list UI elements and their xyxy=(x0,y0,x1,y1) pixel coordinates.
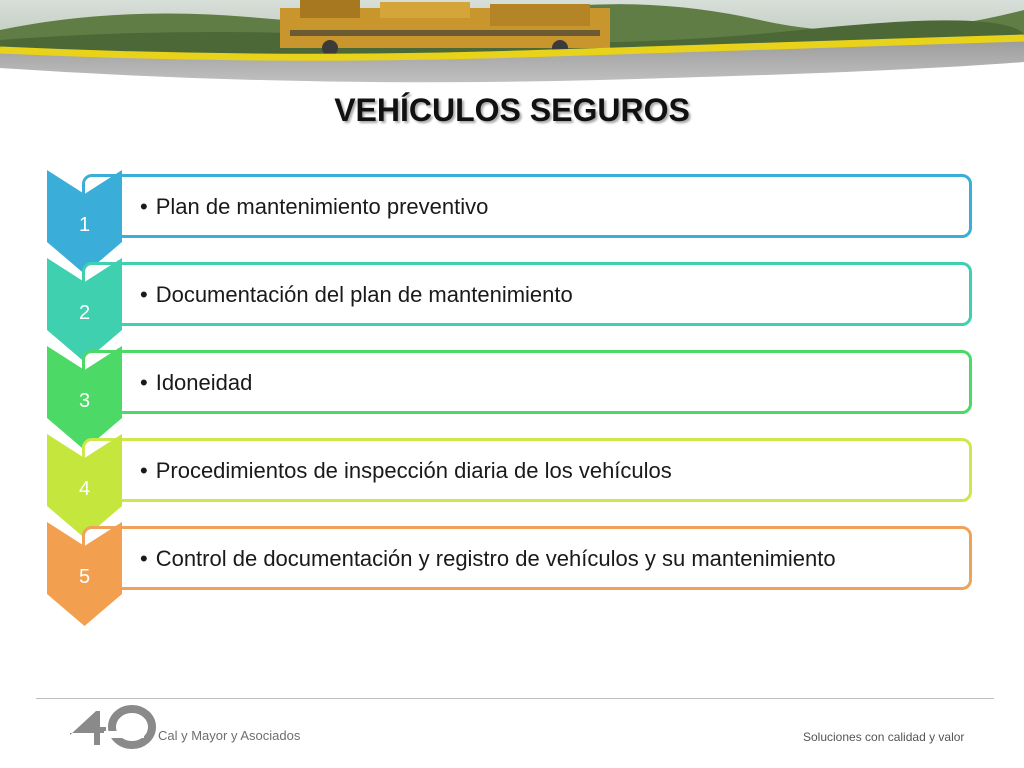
step-number: 3 xyxy=(78,390,91,412)
step-box xyxy=(82,262,972,326)
company-slogan: Soluciones con calidad y valor xyxy=(803,730,965,744)
step-label: Control de documentación y registro de vehículos y su mantenimiento xyxy=(155,546,836,571)
bullet-icon: • xyxy=(140,282,148,307)
step-box xyxy=(82,438,972,502)
bullet-icon: • xyxy=(140,546,148,571)
step-label: Idoneidad xyxy=(155,370,253,395)
company-name: Cal y Mayor y Asociados xyxy=(158,728,301,743)
step-number: 4 xyxy=(78,478,91,500)
bullet-icon: • xyxy=(140,458,148,483)
step-label: Plan de mantenimiento preventivo xyxy=(155,194,489,219)
step-text xyxy=(140,458,672,484)
bullet-icon: • xyxy=(140,370,148,395)
step-text xyxy=(140,370,252,396)
footer-divider xyxy=(36,698,994,699)
step-text xyxy=(140,282,573,308)
step-number: 5 xyxy=(78,566,91,588)
step-number: 2 xyxy=(78,302,91,324)
company-logo xyxy=(66,705,156,749)
bullet-icon: • xyxy=(140,194,148,219)
slide-title: VEHÍCULOS SEGUROS xyxy=(334,92,690,128)
step-text xyxy=(140,546,836,572)
step-label: Procedimientos de inspección diaria de los vehículos xyxy=(155,458,672,483)
step-number: 1 xyxy=(78,214,91,236)
step-box xyxy=(82,526,972,590)
step-label: Documentación del plan de mantenimiento xyxy=(155,282,573,307)
step-box xyxy=(82,174,972,238)
step-text xyxy=(140,194,488,220)
step-box xyxy=(82,350,972,414)
